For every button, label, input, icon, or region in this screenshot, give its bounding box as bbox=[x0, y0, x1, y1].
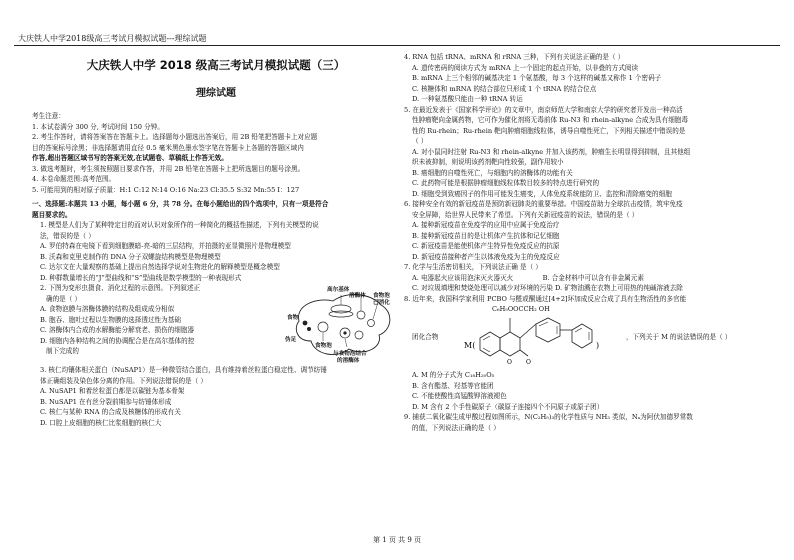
q1-option: C. 达尔文在大量观察的基础上提出自然选择学说对生物进化的解释模型是概念模型 bbox=[40, 263, 280, 271]
exam-subtitle: 理综试题 bbox=[196, 87, 236, 99]
label-food: 食物 bbox=[287, 315, 299, 321]
q5-option-cont: 织未被抑制，则说明该药剂靶向性较强，副作用较小 bbox=[412, 158, 564, 166]
q2-stem: 2. 下图为变形虫摄食、消化过程的示意图。下列叙述正 bbox=[40, 284, 201, 292]
q5-option: A. 对小鼠同时注射 Ru-N3 和 rhein-alkyne 并加入该药剂，肿瘤生长明显得到抑制，且其他组 bbox=[412, 147, 691, 156]
q8-stem: 8. 近年来，我国科学家利用 PCBO 与醛或酮通过[4+2]环加成反应合成了具有生物活性的多官能 bbox=[404, 294, 687, 303]
section-heading-cont: 题目要求的。 bbox=[32, 210, 72, 219]
q8-structure-row bbox=[404, 304, 772, 370]
q8-mid-right: ，下列关于 M 的说法错误的是（ ） bbox=[626, 332, 732, 341]
q3-option: A. NuSAP1 和着丝粒蛋白都是以碳链为基本骨架 bbox=[40, 387, 185, 395]
q4-stem: 4. RNA 包括 tRNA、mRNA 和 rRNA 三种，下列有关说法正确的是（ ） bbox=[404, 53, 625, 61]
q2-option: B. 胞吞、胞吐过程以生物膜的选择透过性为基础 bbox=[40, 315, 181, 324]
left-column bbox=[32, 52, 400, 428]
q2-option: C. 溶酶体内合成的水解酶能分解衰老、损伤的细胞器 bbox=[40, 326, 195, 334]
label-lysosome: 溶酶体 bbox=[349, 293, 366, 299]
q8-formula-label: C₆H₅OOCCH₂ OH bbox=[492, 305, 550, 313]
svg-text:): ) bbox=[596, 341, 600, 350]
q6-option: A. 接种新冠疫苗在免疫学的应用中应属于免疫治疗 bbox=[412, 221, 560, 229]
q9-stem: 9. 捕获二氧化碳生成甲酸过程如图所示，N(C₂H₅)₃的化学性质与 NH₃ 类似，Nₐ为阿伏加德罗常数 bbox=[404, 413, 693, 421]
q5-option: B. 癌细胞的自噬性死亡，与细胞内的溶酶体的功能有关 bbox=[412, 168, 573, 177]
compound-m-structure bbox=[466, 304, 626, 370]
q5-stem: 性肿瘤靶向金属药物，它可作为催化剂将无毒前体 Ru-N3 和 rhein-alkyne 合成为具有细胞毒 bbox=[412, 116, 688, 124]
q5-option: C. 此药物可能是根据肿瘤细胞线粒体数目较多的特点进行研究的 bbox=[412, 179, 600, 187]
q1-option: D. 种群数量增长的“J”型曲线和“S”型曲线是数学模型的一种表现形式 bbox=[40, 273, 242, 282]
q8-option: A. M 的分子式为 C₁₈H₂₀O₅ bbox=[412, 371, 495, 379]
exam-title: 大庆铁人中学 2018 级高三考试月模拟试题（三） bbox=[86, 58, 346, 72]
q2-option-cont: 制下完成的 bbox=[46, 347, 79, 355]
q3-option: B. NuSAP1 在有丝分裂前期参与纺锤体形成 bbox=[40, 397, 172, 406]
q5-stem: 性的 Ru-rhein；Ru-rhein 靶向肿瘤细胞线粒体，诱导自噬性死亡，下列相关描述中错误的是 bbox=[412, 126, 686, 135]
q6-stem: 安全屏障，给世界人民带来了希望。下列有关新冠疫苗的说法，错误的是（ ） bbox=[412, 210, 639, 219]
label-fusion: 与食物泡结合 bbox=[333, 351, 367, 357]
label-pseudopod: 伪足 bbox=[285, 337, 297, 343]
note-line: 5. 可能用到的相对原子质量：H:1 C:12 N:14 O:16 Na:23 Cl:35.5 S:32 Mn:55 I：127 bbox=[32, 185, 300, 194]
q3-option: D. 口腔上皮细胞的核仁比浆细胞的核仁大 bbox=[40, 418, 162, 427]
header-rule bbox=[14, 45, 780, 46]
q6-option: D. 新冠疫苗接种者产生以体液免疫为主的免疫反应 bbox=[412, 252, 560, 261]
svg-text:O: O bbox=[507, 359, 512, 366]
q3-option: C. 核仁与某种 RNA 的合成及核糖体的形成有关 bbox=[40, 408, 181, 416]
note-line: 4. 本卷命题范围:高考范围。 bbox=[32, 175, 116, 183]
label-digesting: 的溶酶体 bbox=[337, 358, 360, 364]
right-column bbox=[404, 52, 772, 433]
note-line: 3. 做选考题时，考生须按照题目要求作答，并用 2B 铅笔在答题卡上把所选题目的题号涂黑。 bbox=[32, 164, 305, 173]
q3-stem: 3. 核仁均镶体相关蛋白（NuSAP1）是一种微管结合蛋白，具有维持着丝粒蛋白稳定性、调节纺锤 bbox=[40, 366, 327, 374]
q7-options: A. 电器起火应该用泡沫灭火器灭火 B. 合金材料中可以含有非金属元素 bbox=[412, 273, 644, 282]
amoeba-diagram bbox=[287, 283, 399, 365]
q1-option: A. 罗伯特森在电镜下看到细胞膜暗-亮-暗的三层结构，并拍摄的亚显微照片是物理模型 bbox=[40, 242, 291, 250]
note-line-emphasis: 作答,超出答题区域书写的答案无效,在试题卷、草稿纸上作答无效。 bbox=[32, 154, 228, 162]
label-food-vacuole: 食物泡 bbox=[315, 343, 332, 349]
label-digested: 已消化 bbox=[373, 300, 390, 306]
q4-option: D. 一种氨基酸只能由一种 tRNA 转运 bbox=[412, 95, 523, 103]
q5-stem: （ ） bbox=[412, 137, 428, 145]
q6-option: B. 接种新冠疫苗目的是让机体产生抗体和记忆细胞 bbox=[412, 231, 560, 240]
q8-mid-left: 团化合物 bbox=[412, 332, 439, 341]
q3-stem: 体正确组装及染色体分离的作用。下列说法错误的是（ ） bbox=[40, 376, 207, 385]
q8-option: D. M 含有 2 个手性碳原子（碳原子连接四个不同原子或原子团） bbox=[412, 402, 604, 411]
q1-stem: 1. 模型是人们为了某种特定目的而对认识对象所作的一种简化的概括性描述，下列有关模型的说 bbox=[40, 221, 319, 229]
q6-option: C. 新冠疫苗是能使机体产生特异性免疫反应的抗原 bbox=[412, 242, 560, 250]
q2-block bbox=[32, 283, 400, 365]
q7-stem: 7. 化学与生活密切相关，下列说法正确 是（ ） bbox=[404, 263, 542, 271]
q7-options: C. 对垃圾填埋和焚烧处理可以减少对环境的污染 D. 矿物油溅在衣物上可用热的纯碱溶液去除 bbox=[412, 284, 683, 292]
q2-option: D. 细胞内各种结构之间的协调配合是在高尔基体的控 bbox=[40, 336, 195, 345]
q8-option: C. 不能使酸性高锰酸钾溶液褪色 bbox=[412, 392, 507, 400]
q6-stem: 6. 接种安全有效的新冠疫苗是预防新冠肺炎的重要举措。中国疫苗助力全球抗击疫情，筑牢免疫 bbox=[404, 200, 683, 208]
q4-option: C. 核糖体和 mRNA 的结合部位只形成 1 个 tRNA 的结合位点 bbox=[412, 84, 597, 93]
q4-option: B. mRNA 上三个相邻的碱基决定 1 个氨基酸，每 3 个这样的碱基又称作 1 个密码子 bbox=[412, 74, 662, 82]
page-header: 大庆铁人中学2018级高三考试月模拟试题---理综试题 bbox=[18, 34, 207, 43]
section-heading: 一、选择题:本题共 13 小题，每小题 6 分，共 78 分。在每小题给出的四个选项中，只有一项是符合 bbox=[32, 200, 329, 208]
q4-option: A. 遗传密码的阅读方式为 mRNA 上一个固定的起点开始，以非叠的方式阅读 bbox=[412, 63, 639, 72]
q5-stem: 5. 在最近发表于《国家科学评论》的文章中，南京师范大学和南京大学的研究者开发出一种高活 bbox=[404, 105, 683, 114]
note-line: 目的答案标号涂黑；非选择题请用直径 0.5 毫米黑色墨水签字笔在答题卡上各题的答题区域内 bbox=[32, 143, 304, 152]
page-footer: 第 1 页 共 9 页 bbox=[372, 536, 422, 544]
svg-text:M(: M( bbox=[464, 341, 476, 350]
svg-text:O: O bbox=[526, 359, 531, 366]
q2-option: A. 食物泡膜与溶酶体膜的结构及组成成分相似 bbox=[40, 305, 175, 313]
note-line: 2. 考生作答时，请将答案答在答题卡上。选择题每小题选出答案后，用 2B 铅笔把答题卡上对应题 bbox=[32, 133, 318, 141]
q9-stem: 的值，下列说法正确的是（ ） bbox=[412, 423, 500, 432]
label-food-vacuole-free: 食物泡 bbox=[373, 293, 390, 299]
q5-option: D. 细胞受到致癌因子的作用可能发生癌变，人体免疫系统能防卫、监控和清除癌变的细胞 bbox=[412, 189, 672, 198]
q1-option: B. 沃森和克里克制作的 DNA 分子双螺旋结构模型是物理模型 bbox=[40, 252, 221, 261]
q2-stem: 确的是（ ） bbox=[46, 294, 82, 303]
q1-stem: 法，错误的是（ ） bbox=[40, 231, 95, 240]
notes-heading: 考生注意： bbox=[32, 112, 65, 120]
note-line: 1. 本试卷满分 300 分, 考试时间 150 分钟。 bbox=[32, 122, 164, 131]
label-golgi: 高尔基体 bbox=[327, 287, 350, 293]
q8-option: B. 含有酯基、羟基等官能团 bbox=[412, 381, 494, 390]
